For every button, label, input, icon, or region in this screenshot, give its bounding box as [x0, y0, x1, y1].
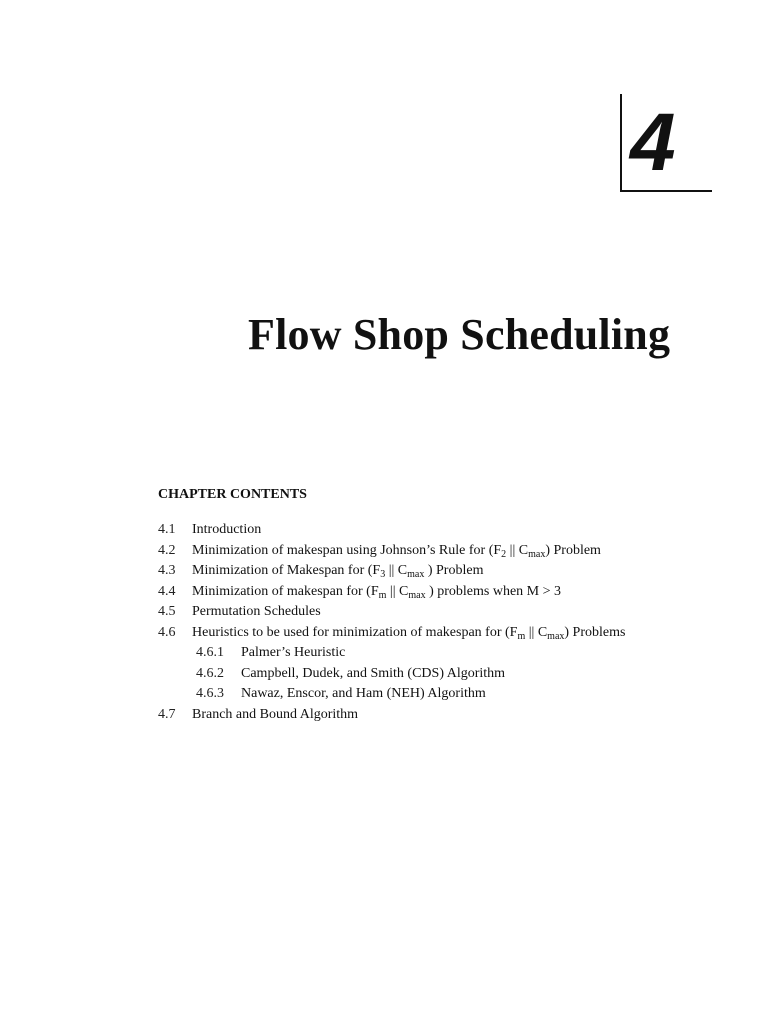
toc-item-title [192, 561, 483, 581]
toc-item-4-6-1 [158, 643, 738, 664]
toc-item-number: 4.3 [158, 563, 176, 578]
chapter-title: Flow Shop Scheduling [248, 310, 671, 359]
toc-item-title [192, 623, 625, 643]
toc-subscript: 2 [501, 548, 507, 560]
toc-item-number: 4.6 [158, 624, 176, 640]
toc-title-text: ) Problems [564, 624, 626, 640]
table-of-contents [158, 520, 738, 725]
toc-item-4-6-2 [158, 664, 738, 685]
toc-item-4-7 [158, 705, 738, 726]
toc-item-title [192, 541, 601, 561]
toc-subscript: max [547, 630, 565, 642]
toc-item-title: Permutation Schedules [192, 604, 321, 619]
toc-item-title: Nawaz, Enscor, and Ham (NEH) Algorithm [241, 686, 486, 701]
contents-heading: CHAPTER CONTENTS [158, 487, 307, 502]
toc-item-4-1 [158, 520, 738, 541]
toc-subscript: m [517, 630, 526, 642]
toc-subscript: max [408, 589, 426, 601]
toc-item-4-6-3 [158, 684, 738, 705]
toc-item-number: 4.4 [158, 583, 176, 599]
toc-item-number: 4.5 [158, 604, 176, 619]
toc-item-number: 4.7 [158, 706, 176, 722]
toc-title-text: ) problems when M > 3 [425, 583, 562, 599]
toc-subscript: max [528, 548, 546, 560]
toc-item-title: Introduction [192, 522, 262, 537]
toc-title-text: || C [386, 583, 409, 599]
toc-item-4-6 [158, 623, 738, 644]
toc-item-number: 4.6.1 [196, 645, 224, 660]
toc-item-4-5 [158, 602, 738, 623]
toc-subscript: 3 [380, 569, 386, 580]
toc-item-title [192, 582, 561, 602]
toc-item-number: 4.1 [158, 522, 176, 537]
toc-item-title: Palmer’s Heuristic [241, 645, 346, 660]
toc-title-text: Minimization of Makespan for (F [192, 563, 381, 578]
toc-item-number: 4.6.3 [196, 686, 224, 701]
toc-title-text: || C [525, 624, 548, 640]
toc-item-4-3 [158, 561, 738, 582]
toc-title-text: || C [506, 542, 529, 558]
toc-title-text: Heuristics to be used for minimization of makespan for (F [192, 624, 518, 640]
toc-item-number: 4.2 [158, 542, 176, 558]
chapter-number-box [620, 94, 712, 192]
toc-title-text: Minimization of makespan using Johnson’s Rule for (F [192, 542, 502, 558]
toc-item-4-4 [158, 582, 738, 603]
toc-title-text: ) Problem [545, 542, 601, 558]
chapter-number: 4 [630, 97, 676, 188]
toc-item-4-2 [158, 541, 738, 562]
toc-title-text: || C [385, 563, 408, 578]
toc-title-text: ) Problem [424, 563, 484, 578]
toc-item-title: Branch and Bound Algorithm [192, 706, 359, 722]
toc-title-text: Minimization of makespan for (F [192, 583, 379, 599]
toc-item-number: 4.6.2 [196, 665, 224, 681]
toc-item-title: Campbell, Dudek, and Smith (CDS) Algorithm [241, 665, 506, 681]
toc-subscript: m [378, 589, 387, 601]
toc-subscript: max [407, 569, 425, 580]
